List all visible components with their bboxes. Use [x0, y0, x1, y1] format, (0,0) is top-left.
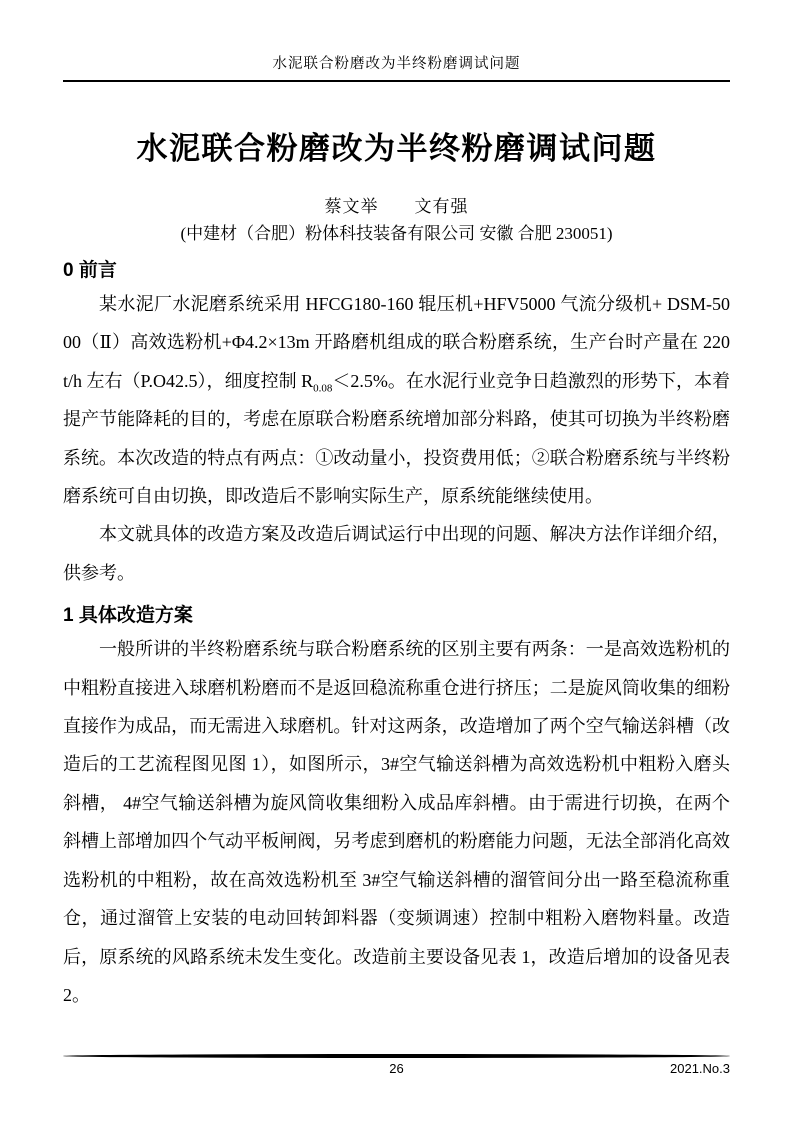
paragraph: 一般所讲的半终粉磨系统与联合粉磨系统的区别主要有两条：一是高效选粉机的中粗粉直接进入球磨机粉磨而不是返回稳流称重仓进行挤压；二是旋风筒收集的细粉直接作为成品，而无需进入球磨机。针对这两条，改造增加了两个空气输送斜槽（改造后的工艺流程图见图 1），如图所示，3#空气输送斜槽为高效选粉机中粗粉入磨头斜槽， 4#空气输送斜槽为旋风筒收集细粉入成品库斜槽。由于需进行切换，在两个斜槽上部增加四个气动平板闸阀，另考虑到磨机的粉磨能力问题，无法全部消化高效选粉机的中粗粉，故在高效选粉机至 3#空气输送斜槽的溜管间分出一路至稳流称重仓，通过溜管上安装的电动回转卸料器（变频调速）控制中粗粉入磨物料量。改造后，原系统的风路系统未发生变化。改造前主要设备见表 1，改造后增加的设备见表 2。: [63, 639, 730, 1005]
page-header: [63, 0, 730, 82]
paragraph: 某水泥厂水泥磨系统采用 HFCG180-160 辊压机+HFV5000 气流分级机+ DSM-5000（Ⅱ）高效选粉机+Φ4.2×13m 开路磨机组成的联合粉磨系统，生产台时产量在 220t/h 左右（P.O42.5），细度控制 $R_{0.08}<2.5\%$。在水泥行业竞争日趋激烈的形势下，本着提产节能降耗的目的，考虑在原联合粉磨系统增加部分料路，使其可切换为半终粉磨系统。本次改造的特点有两点：①改动量小，投资费用低；②联合粉磨系统与半终粉磨系统可自由切换，即改造后不影响实际生产，原系统能继续使用。: [63, 294, 730, 507]
footer-row: [63, 1060, 730, 1078]
section-heading-modification-plan: 1 具体改造方案: [63, 605, 193, 627]
page-number: 26: [389, 1061, 404, 1076]
section-foreword: [63, 257, 730, 592]
authors: 蔡文举 文有强: [324, 197, 469, 216]
page-footer: [63, 1054, 730, 1078]
article-title: 水泥联合粉磨改为半终粉磨调试问题: [136, 131, 657, 166]
running-title: 水泥联合粉磨改为半终粉磨调试问题: [272, 56, 521, 72]
issue-label: 2021.No.3: [670, 1061, 730, 1076]
footer-rule: [63, 1054, 730, 1058]
section-modification-plan: [63, 602, 730, 1014]
affiliation: (中建材（合肥）粉体科技装备有限公司 安徽 合肥 230051): [180, 224, 613, 243]
header-rule: [63, 80, 730, 82]
paragraph: 本文就具体的改造方案及改造后调试运行中出现的问题、解决方法作详细介绍，供参考。: [63, 524, 730, 583]
section-heading-foreword: 0 前言: [63, 260, 117, 281]
